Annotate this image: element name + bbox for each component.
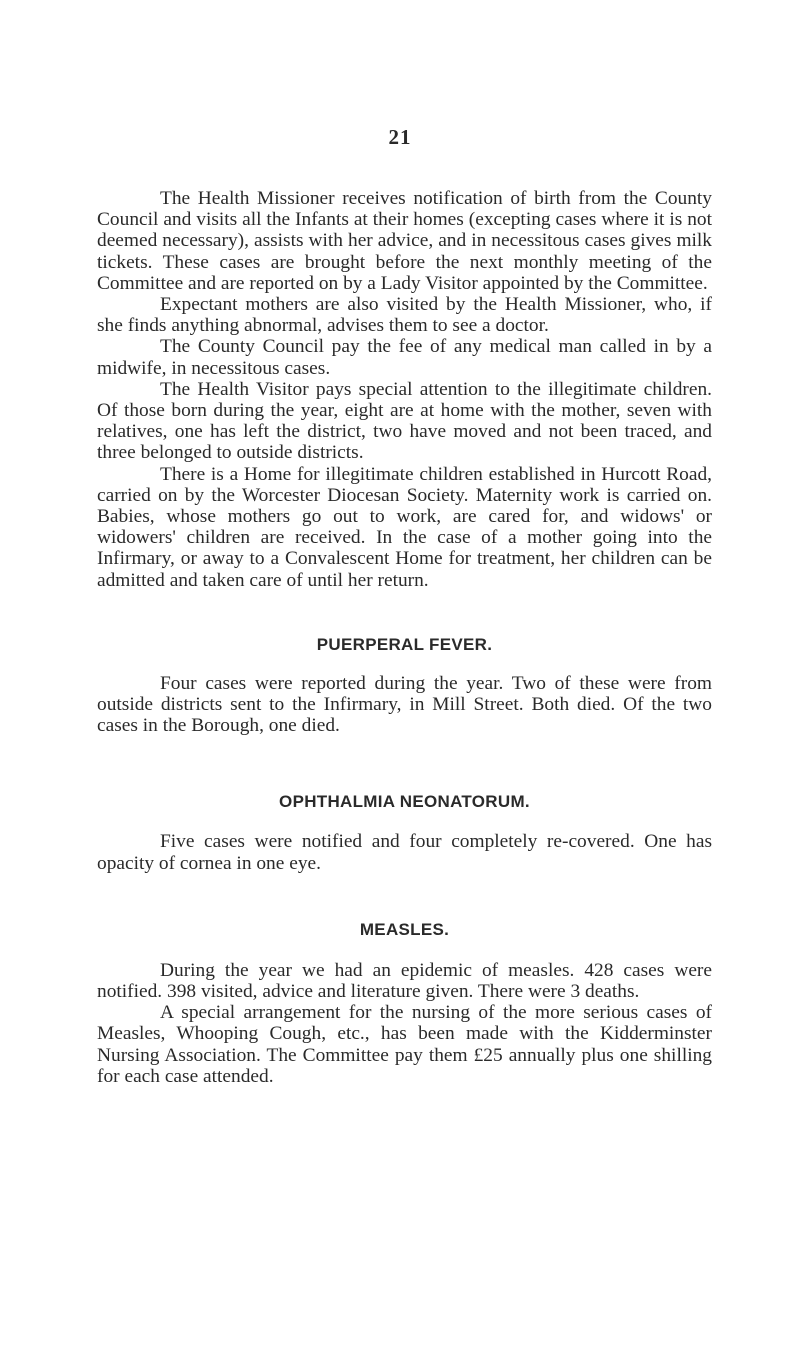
paragraph-measles-epidemic: During the year we had an epidemic of measles. 428 cases were notified. 398 visited, advice and literature given. There were 3 deaths. — [97, 959, 712, 1003]
paragraph-puerperal-fever: Four cases were reported during the year. Two of these were from outside districts sent to the Infirmary, in Mill Street. Both died. Of the two cases in the Borough, one died. — [97, 672, 712, 737]
paragraph-ophthalmia: Five cases were notified and four completely re-covered. One has opacity of cornea in one eye. — [97, 831, 712, 874]
paragraph-hurcott-home: There is a Home for illegitimate children established in Hurcott Road, carried on by the Worcester Diocesan Society. Maternity work is carried on. Babies, whose mothers go out to work, are cared for, and widows' or widowers' children are received. In the case of a mother going into the Infirmary, or away to a Convalescent Home for treatment, her children can be admitted and taken care of until her return. — [97, 463, 712, 591]
heading-puerperal-fever: PUERPERAL FEVER. — [316, 634, 493, 654]
page-number: 21 — [388, 125, 412, 149]
paragraph-measles-nursing: A special arrangement for the nursing of the more serious cases of Measles, Whooping Cough, etc., has been made with the Kidderminster Nursing Association. The Committee pay them £25 annually plus one shilling for each case attended. — [97, 1002, 712, 1087]
paragraph-illegitimate-children: The Health Visitor pays special attention to the illegitimate children. Of those born during the year, eight are at home with the mother, seven with relatives, one has left the district, two have moved and not been traced, and three belonged to outside districts. — [97, 378, 712, 464]
heading-ophthalmia-neonatorum: OPHTHALMIA NEONATORUM. — [279, 792, 530, 812]
paragraph-medical-fee: The County Council pay the fee of any medical man called in by a midwife, in necessitous cases. — [97, 336, 712, 379]
paragraph-expectant-mothers: Expectant mothers are also visited by the Health Missioner, who, if she finds anything abnormal, advises them to see a doctor. — [97, 294, 712, 337]
document-body — [97, 188, 712, 1087]
heading-measles: MEASLES. — [359, 919, 450, 939]
paragraph-health-missioner: The Health Missioner receives notification of birth from the County Council and visits all the Infants at their homes (excepting cases where it is not deemed necessary), assists with her advice, and in necessitous cases gives milk tickets. These cases are brought before the next monthly meeting of the Committee and are reported on by a Lady Visitor appointed by the Committee. — [97, 188, 712, 294]
